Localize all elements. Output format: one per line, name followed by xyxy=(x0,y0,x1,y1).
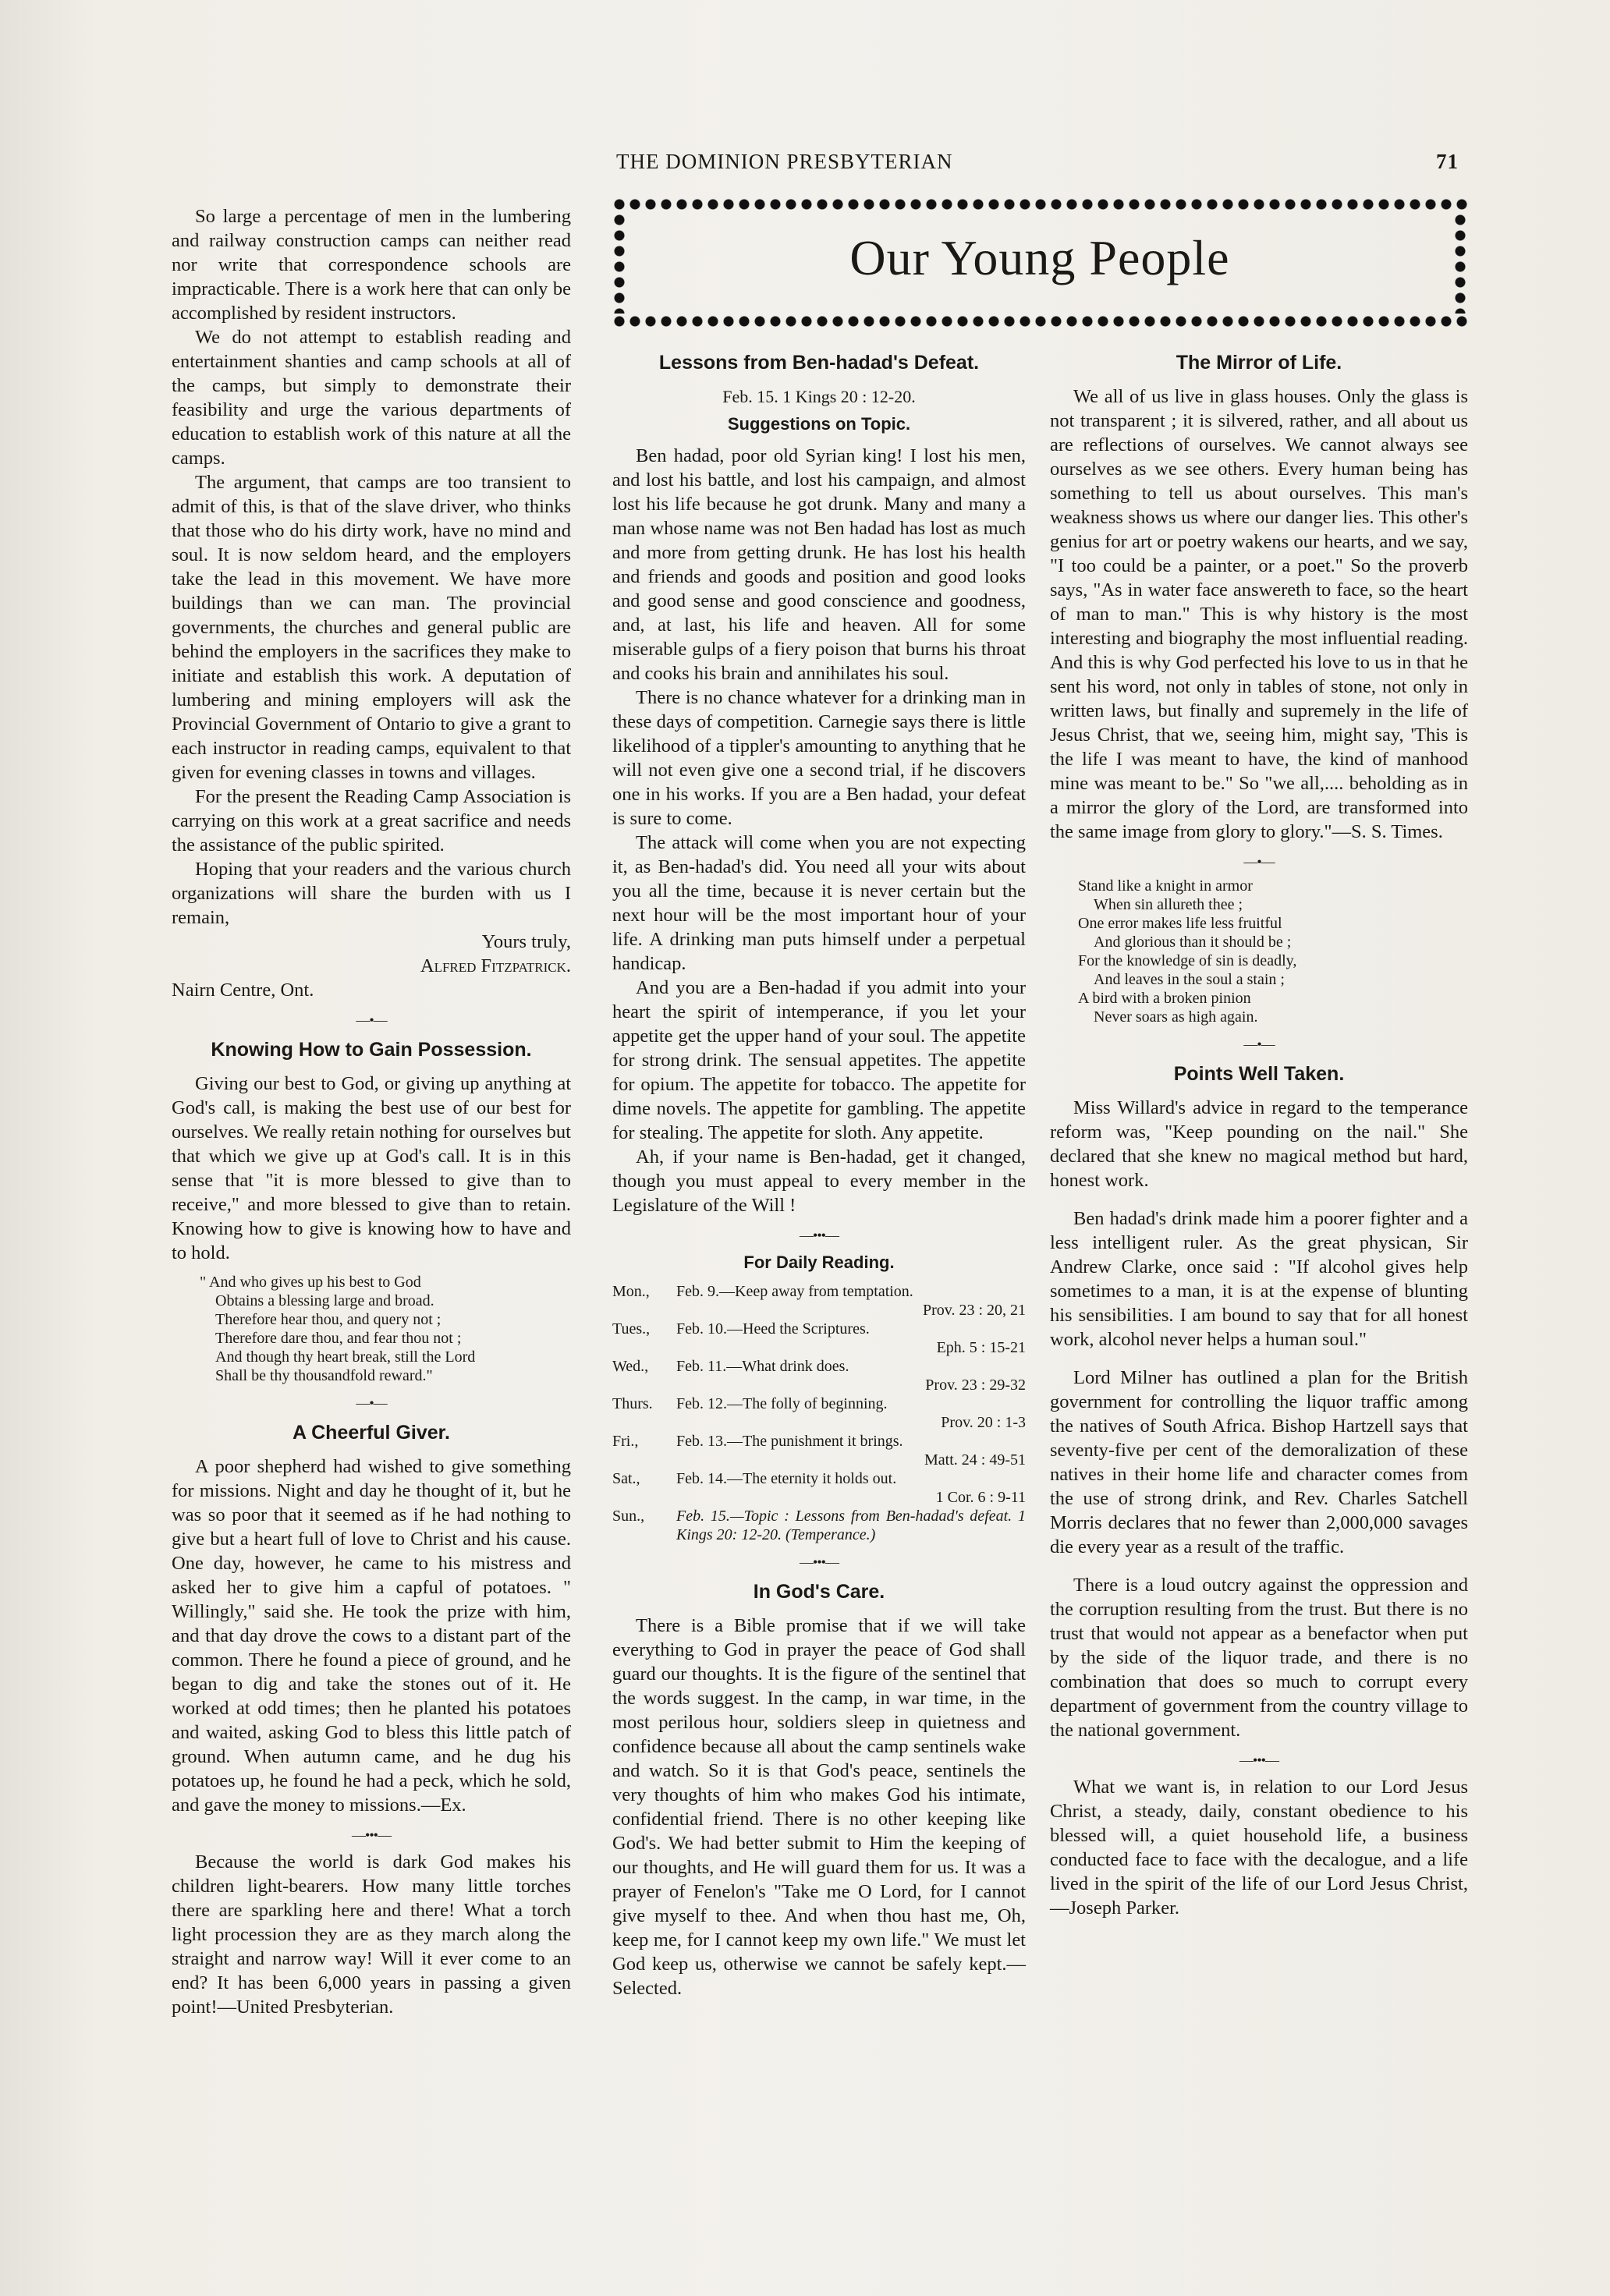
paragraph: So large a percentage of men in the lumbering and railway construction camps can neither read nor write that correspondence schools are impracticable. There is a work here that can only be accomplished by resident instructors. xyxy=(172,206,571,324)
poem xyxy=(200,1273,571,1385)
article-heading: For Daily Reading. xyxy=(743,1253,895,1272)
reading-day: Thurs. xyxy=(612,1395,653,1412)
page-header xyxy=(616,150,1459,181)
paragraph: Giving our best to God, or giving up anything at God's call, is making the best use of our best for ourselves. We really retain nothing for ourselves but that which we give up at God's call. It is in this sense that "it is more blessed to give than to receive," and more blessed to give than to retain. Knowing how to give is knowing how to have and to hold. xyxy=(172,1073,571,1263)
paragraph: We all of us live in glass houses. Only the glass is not transparent ; it is silvered, rather, and all about us are reflections of ourselves. We cannot always see ourselves as we see others. Every human being has something to tell us about ourselves. This man's weakness shows us where our danger lies. This other's genius for art or poetry wakens our hearts, and we say, "I too could be a painter, or a poet." So the proverb says, "As in water face answereth to face, so the heart of man to man." This is why history is the most interesting and biography the most influential reading. And this is why God perfected his love to us in that he sent his word, not only in tables of stone, not only in written laws, but finally and supremely in the life of Jesus Christ, that we, seeing him, might say, 'This is the life I was meant to have, the kind of manhood mine was meant to be." So "we all,.... beholding as in a mirror the glory of the Lord, are transformed into the same image from glory to glory."—S. S. Times. xyxy=(1050,386,1468,842)
paragraph: The attack will come when you are not expecting it, as Ben-hadad's did. You need all your wits about you all the time, because it is never certain but the next hour will be the most important hour of your life. A drinking man puts himself under a perpetual handicap. xyxy=(612,832,1026,974)
reading-day: Sun., xyxy=(612,1508,645,1525)
column-2 xyxy=(612,351,1026,2000)
ornamental-border-top xyxy=(612,197,1468,212)
poem-line: For the knowledge of sin is deadly, xyxy=(1078,952,1297,969)
reading-ref: 1 Cor. 6 : 9-11 xyxy=(935,1489,1026,1506)
reading-day: Wed., xyxy=(612,1358,649,1375)
article-heading: A Cheerful Giver. xyxy=(293,1422,450,1444)
scripture-reference: Feb. 15. 1 Kings 20 : 12-20. xyxy=(722,387,916,406)
poem-line: And though thy heart break, still the Lord xyxy=(215,1348,476,1366)
paragraph: There is no chance whatever for a drinking man in these days of competition. Carnegie says there is little likelihood of a tippler's amounting to anything that he will not even give one a second trial, if he discovers one in his works. If you are a Ben hadad, your defeat is sure to come. xyxy=(612,687,1026,829)
reading-row xyxy=(612,1394,1026,1413)
reading-row xyxy=(612,1507,1026,1544)
column-1 xyxy=(172,204,571,2019)
paragraph: And you are a Ben-hadad if you admit into your heart the spirit of intemperance, if you let your appetite get the upper hand of your soul. The appetite for strong drink. The sensual appetites. The appetite for opium. The appetite for tobacco. The appetite for dime novels. The appetite for gambling. The appetite for stealing. The appetite for sloth. Any appetite. xyxy=(612,977,1026,1143)
paragraph: Ben hadad's drink made him a poorer fighter and a less intelligent ruler. As the great physican, Sir Andrew Clarke, once said : "If alcohol gives help sometimes to a man, it is at the expense of blunting his sensibilities. I am bound to say that for all honest work, alcohol never helps a human soul." xyxy=(1050,1208,1468,1350)
paragraph: What we want is, in relation to our Lord Jesus Christ, a steady, daily, constant obedience to his blessed will, a quiet household life, a business conducted face to face with the decalogue, and a life lived in the spirit of the life of our Lord Jesus Christ,—Joseph Parker. xyxy=(1050,1777,1468,1919)
reading-day: Sat., xyxy=(612,1470,640,1487)
reading-row xyxy=(612,1320,1026,1338)
reading-ref: Prov. 23 : 29-32 xyxy=(925,1377,1026,1394)
letter-closing: Yours truly, xyxy=(481,931,571,952)
reading-row xyxy=(612,1282,1026,1301)
separator-rule: —•••— xyxy=(800,1228,839,1243)
paragraph: There is a loud outcry against the oppression and the corruption resulting from the trust. But there is no trust that would not appear as a benefactor when put by the side of the liquor trade, and there is no combination that does so much to corrupt every department of government from the country village to the national government. xyxy=(1050,1575,1468,1741)
paragraph: Hoping that your readers and the various church organizations will share the burden with us I remain, xyxy=(172,859,571,928)
reading-text: Feb. 13.—The punishment it brings. xyxy=(676,1433,903,1450)
column-3 xyxy=(1050,351,1468,1920)
paragraph: Lord Milner has outlined a plan for the British government for controlling the liquor traffic among the natives of South Africa. Bishop Hartzell says that seventy-five per cent of the demoralization of these natives in their home life and character comes from the use of strong drink, and Rev. Charles Satchell Morris declares that no fewer than 2,000,000 savages die every year as a result of the traffic. xyxy=(1050,1367,1468,1557)
poem-line: Shall be thy thousandfold reward." xyxy=(215,1367,433,1384)
article-subheading: Suggestions on Topic. xyxy=(727,414,911,434)
reading-row xyxy=(612,1357,1026,1376)
reading-ref: Matt. 24 : 49-51 xyxy=(924,1451,1026,1469)
reading-day: Mon., xyxy=(612,1283,650,1300)
article-heading: Lessons from Ben-hadad's Defeat. xyxy=(658,352,980,374)
poem-line: Obtains a blessing large and broad. xyxy=(215,1292,434,1309)
poem-line: One error makes life less fruitful xyxy=(1078,915,1282,932)
poem-line: And leaves in the soul a stain ; xyxy=(1094,971,1285,988)
ornamental-border-bottom xyxy=(612,314,1468,329)
poem-line: And glorious than it should be ; xyxy=(1094,934,1292,951)
reading-text: Feb. 14.—The eternity it holds out. xyxy=(676,1470,897,1487)
article-heading: In God's Care. xyxy=(753,1581,885,1603)
letter-signature: Alfred Fitzpatrick. xyxy=(420,955,571,976)
section-banner xyxy=(612,197,1468,329)
paragraph: Because the world is dark God makes his children light-bearers. How many little torches there are sparkling here and there! What a torch light procession they are as they march along the straight and narrow way! Will it ever come to an end? It has been 6,000 years in passing a given point!—United Presbyterian. xyxy=(172,1851,571,2018)
masthead-title: THE DOMINION PRESBYTERIAN xyxy=(616,150,953,173)
reading-row xyxy=(612,1469,1026,1488)
reading-text: Feb. 10.—Heed the Scriptures. xyxy=(676,1320,870,1338)
poem-line: Stand like a knight in armor xyxy=(1078,877,1253,895)
paragraph: Miss Willard's advice in regard to the temperance reform was, "Keep pounding on the nail." She declared that she knew no magical method but hard, honest work. xyxy=(1050,1097,1468,1191)
poem-line: Never soars as high again. xyxy=(1094,1008,1258,1026)
article-heading: Knowing How to Gain Possession. xyxy=(211,1039,532,1061)
reading-text: Feb. 15.—Topic : Lessons from Ben-hadad's defeat. 1 Kings 20: 12-20. (Temperance.) xyxy=(676,1508,1026,1543)
daily-readings xyxy=(612,1282,1026,1544)
section-title: Our Young People xyxy=(849,230,1230,285)
ornamental-border-right xyxy=(1452,212,1468,314)
separator-rule: —•••— xyxy=(1239,1752,1278,1768)
reading-ref: Prov. 23 : 20, 21 xyxy=(922,1302,1026,1319)
poem-line: Therefore dare thou, and fear thou not ; xyxy=(215,1330,462,1347)
paragraph: Ben hadad, poor old Syrian king! I lost his men, and lost his battle, and lost his campaign, and almost lost his life because he got drunk. Many and many a man whose name was not Ben hadad has lost as much and more from getting drunk. He has lost his health and friends and goods and position and good looks and good sense and good conscience and goodness, and, at last, his life and heaven. All for some miserable gulps of a fiery poison that burns his throat and cooks his brain and annihilates his soul. xyxy=(612,445,1026,684)
paragraph: There is a Bible promise that if we will take everything to God in prayer the peace of God shall guard our thoughts. It is the figure of the sentinel that the words suggest. In the camp, in war time, in the most perilous hour, soldiers sleep in quietness and confidence because all about the camp sentinels wake and watch. So it is that God's peace, sentinels the very thoughts of him who makes God his intimate, confidential friend. There is no other keeping like God's. We had better submit to Him the keeping of our thoughts, and He will guard them for us. It was a prayer of Fenelon's "Take me O Lord, for I cannot give myself to thee. And when thou hast me, Oh, keep me, for I cannot keep my own life." We must let God keep us, otherwise we cannot be safely kept.—Selected. xyxy=(612,1615,1026,1999)
poem-line: Therefore hear thou, and query not ; xyxy=(215,1311,442,1328)
article-heading: The Mirror of Life. xyxy=(1176,352,1342,374)
letter-place: Nairn Centre, Ont. xyxy=(172,980,314,1001)
poem xyxy=(1078,877,1468,1026)
article-heading: Points Well Taken. xyxy=(1173,1063,1345,1085)
separator-rule: —•••— xyxy=(352,1827,391,1843)
separator-rule: —•— xyxy=(356,1395,387,1411)
ornamental-border-left xyxy=(612,212,627,314)
paragraph: We do not attempt to establish reading and entertainment shanties and camp schools at all of the camps, but simply to demonstrate their feasibility and urge the various departments of education to establish work of this nature at all the camps. xyxy=(172,327,571,469)
paragraph: For the present the Reading Camp Association is carrying on this work at a great sacrifice and needs the assistance of the public spirited. xyxy=(172,786,571,856)
paragraph: A poor shepherd had wished to give something for missions. Night and day he thought of it, but he was so poor that it seemed as if he had nothing to give but a heart full of love to Christ and his cause. One day, however, he came to his mistress and asked her to give him a capful of potatoes. " Willingly," said she. He took the prize with him, and that day drove the cows to a distant part of the common. There he found a piece of ground, and he began to dig and take the stones out of it. He worked at odd times; then he planted his potatoes and waited, asking God to bless this little patch of ground. When autumn came, and he dug his potatoes up, he found he had a peck, which he sold, and gave the money to missions.—Ex. xyxy=(172,1456,571,1816)
page-number: 71 xyxy=(1436,150,1459,173)
paragraph: Ah, if your name is Ben-hadad, get it changed, though you must appeal to every member in the Legislature of the Will ! xyxy=(612,1146,1026,1216)
poem-line: When sin allureth thee ; xyxy=(1094,896,1243,913)
reading-row xyxy=(612,1432,1026,1451)
separator-rule: —•— xyxy=(1243,854,1275,870)
separator-rule: —•— xyxy=(1243,1036,1275,1052)
reading-text: Feb. 11.—What drink does. xyxy=(676,1358,849,1375)
reading-day: Tues., xyxy=(612,1320,651,1338)
separator-rule: —•••— xyxy=(800,1554,839,1570)
poem-line: " And who gives up his best to God xyxy=(200,1274,421,1291)
reading-day: Fri., xyxy=(612,1433,639,1450)
poem-line: A bird with a broken pinion xyxy=(1078,990,1251,1007)
reading-ref: Prov. 20 : 1-3 xyxy=(941,1414,1026,1431)
reading-text: Feb. 9.—Keep away from temptation. xyxy=(676,1283,913,1300)
reading-ref: Eph. 5 : 15-21 xyxy=(936,1339,1026,1356)
separator-rule: —•— xyxy=(356,1012,387,1028)
reading-text: Feb. 12.—The folly of beginning. xyxy=(676,1395,888,1412)
paragraph: The argument, that camps are too transient to admit of this, is that of the slave driver, who thinks that those who do his dirty work, have no mind and soul. It is now seldom heard, and the employers take the lead in this movement. We have more buildings than we can man. The provincial governments, the churches and general public are behind the employers in the sacrifices they make to initiate and establish this work. A deputation of lumbering and mining employers will ask the Provincial Government of Ontario to give a grant to each instructor in reading camps, equivalent to that given for evening classes in towns and villages. xyxy=(172,472,571,783)
